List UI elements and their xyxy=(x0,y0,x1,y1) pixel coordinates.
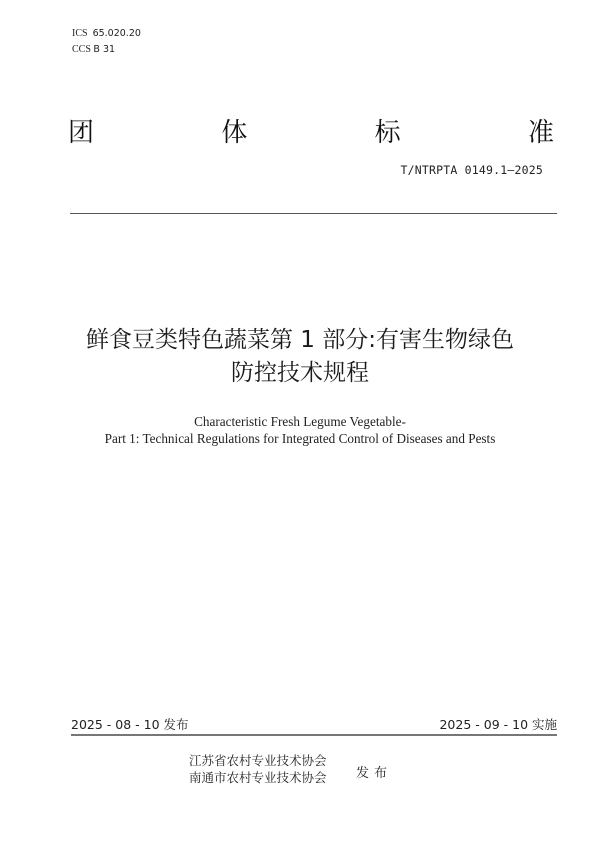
chinese-title-line2: 防控技术规程 xyxy=(231,360,369,386)
english-title-line1: Characteristic Fresh Legume Vegetable- xyxy=(194,414,406,429)
standard-type-char: 团 xyxy=(68,118,95,148)
english-title xyxy=(0,413,600,447)
standard-number: T/NTRPTA 0149.1—2025 xyxy=(400,163,543,177)
release-date: 2025 - 08 - 10 发布 xyxy=(71,717,189,732)
standard-type-char: 准 xyxy=(527,118,554,148)
ics-code: 65.020.20 xyxy=(92,28,141,39)
ccs-line xyxy=(72,44,115,55)
standard-type-char: 标 xyxy=(374,118,401,148)
issuer-org: 南通市农村专业技术协会 xyxy=(189,770,327,785)
ics-line xyxy=(72,28,141,39)
chinese-title xyxy=(0,324,600,390)
issuer-org: 江苏省农村专业技术协会 xyxy=(189,753,327,768)
implementation-date: 2025 - 09 - 10 实施 xyxy=(439,717,557,732)
standard-type-char: 体 xyxy=(221,118,248,148)
top-divider xyxy=(70,213,557,214)
issue-label: 发布 xyxy=(356,766,393,781)
standard-type-heading xyxy=(68,112,554,149)
english-title-line2: Part 1: Technical Regulations for Integrated Control of Diseases and Pests xyxy=(104,431,496,446)
bottom-divider xyxy=(71,734,557,736)
ccs-code: B 31 xyxy=(93,44,116,55)
ics-label: ICS xyxy=(72,28,88,39)
chinese-title-line1: 鲜食豆类特色蔬菜第 1 部分:有害生物绿色 xyxy=(85,327,514,353)
ccs-label: CCS xyxy=(72,44,91,55)
issuer-organizations xyxy=(189,752,327,786)
